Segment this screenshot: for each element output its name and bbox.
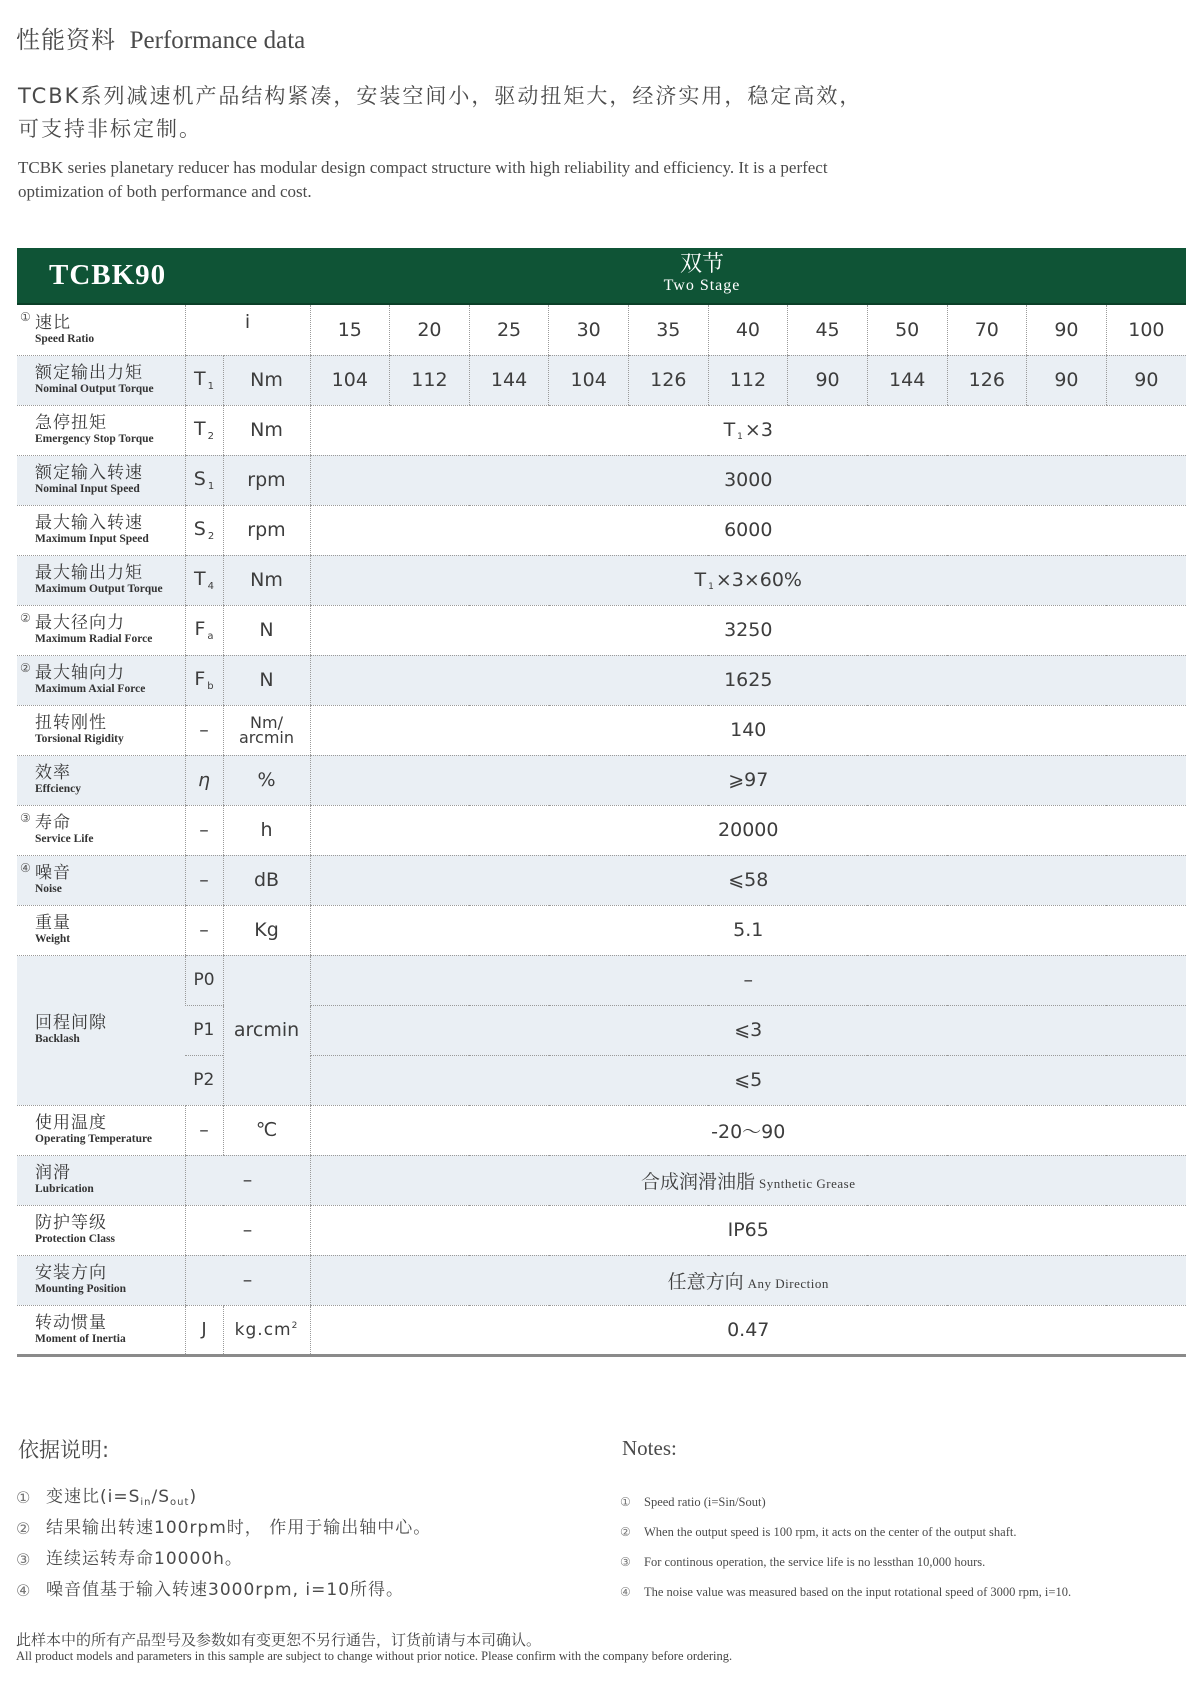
row-label: 重量 Weight <box>17 905 185 955</box>
table-row-backlash-p0 <box>17 955 1186 1005</box>
stage-label <box>637 253 767 295</box>
torque-cell: 104 <box>310 355 390 405</box>
table-row-mounting-position <box>17 1255 1186 1305</box>
intro-en: TCBK series planetary reducer has modular design compact structure with high reliability and efficiency. It is a perfect optimization of both performance and cost. <box>18 158 828 201</box>
row-value: 任意方向 Any Direction <box>310 1255 1186 1305</box>
row-symbol: i <box>185 305 310 355</box>
spec-table <box>17 248 1186 1357</box>
table-row-maximum-output-torque <box>17 555 1186 605</box>
row-label: 使用温度 Operating Temperature <box>17 1105 185 1155</box>
row-value: ⩽58 <box>310 855 1186 905</box>
torque-cell: 104 <box>549 355 629 405</box>
spec-grid <box>17 305 1186 1357</box>
row-symbol: – <box>185 905 223 955</box>
page-title-en: Performance data <box>129 27 306 54</box>
row-symbol: T $_4$ <box>185 555 223 605</box>
table-row-protection-class <box>17 1205 1186 1255</box>
notes-en-list <box>620 1487 1180 1607</box>
row-value: 6000 <box>310 505 1186 555</box>
note-item: ② When the output speed is 100 rpm, it acts on the center of the output shaft. <box>620 1525 1017 1539</box>
table-row-lubrication <box>17 1155 1186 1205</box>
row-symbol: – <box>185 1105 223 1155</box>
table-row-maximum-axial-force <box>17 655 1186 705</box>
row-value: 合成润滑油脂 Synthetic Grease <box>310 1155 1186 1205</box>
row-unit: Nm <box>223 405 310 455</box>
ratio-cell: 100 <box>1106 305 1186 355</box>
row-value: ⩾97 <box>310 755 1186 805</box>
row-value: ⩽3 <box>310 1005 1186 1055</box>
backlash-level: P0 <box>185 955 223 1005</box>
row-value: ⩽5 <box>310 1055 1186 1105</box>
row-symbol: S $_1$ <box>185 455 223 505</box>
row-label: ① 速比 Speed Ratio <box>17 305 185 355</box>
row-unit: dB <box>223 855 310 905</box>
torque-cell: 90 <box>1027 355 1107 405</box>
row-label: ③ 寿命 Service Life <box>17 805 185 855</box>
row-unit: arcmin <box>223 955 310 1105</box>
ratio-cell: 20 <box>390 305 470 355</box>
row-unit: ℃ <box>223 1105 310 1155</box>
row-unit: Nm <box>223 355 310 405</box>
row-symbol: T $_1$ <box>185 355 223 405</box>
torque-cell: 90 <box>1106 355 1186 405</box>
spec-table-header <box>17 248 1186 305</box>
row-value: T $_1$ ×3 <box>310 405 1186 455</box>
torque-cell: 144 <box>867 355 947 405</box>
row-value: 1625 <box>310 655 1186 705</box>
row-label: 防护等级 Protection Class <box>17 1205 185 1255</box>
row-label: 最大输出力矩 Maximum Output Torque <box>17 555 185 605</box>
row-symbol-unit: – <box>185 1205 310 1255</box>
table-row-efficiency <box>17 755 1186 805</box>
note-item: ③ For continous operation, the service life is no lessthan 10,000 hours. <box>620 1555 986 1569</box>
row-symbol-unit: – <box>185 1155 310 1205</box>
table-row-emergency-stop-torque <box>17 405 1186 455</box>
row-symbol: J <box>185 1305 223 1355</box>
row-label: ② 最大轴向力 Maximum Axial Force <box>17 655 185 705</box>
row-label: ④ 噪音 Noise <box>17 855 185 905</box>
row-unit: Kg <box>223 905 310 955</box>
ratio-cell: 15 <box>310 305 390 355</box>
note-item: ② 结果输出转速100rpm时， 作用于输出轴中心。 <box>16 1518 432 1538</box>
row-label: 润滑 Lubrication <box>17 1155 185 1205</box>
torque-cell: 90 <box>788 355 868 405</box>
row-value: 3000 <box>310 455 1186 505</box>
row-label-backlash: 回程间隙 Backlash <box>17 955 185 1105</box>
page-title-cn: 性能资料 <box>16 26 116 54</box>
table-row-maximum-input-speed <box>17 505 1186 555</box>
table-row-torsional-rigidity <box>17 705 1186 755</box>
table-row-moment-of-inertia <box>17 1305 1186 1355</box>
ratio-cell: 50 <box>867 305 947 355</box>
row-label: 急停扭矩 Emergency Stop Torque <box>17 405 185 455</box>
row-value: 5.1 <box>310 905 1186 955</box>
row-symbol: – <box>185 855 223 905</box>
row-label: ② 最大径向力 Maximum Radial Force <box>17 605 185 655</box>
row-value: -20～90 <box>310 1105 1186 1155</box>
table-row-backlash-p2 <box>17 1055 1186 1105</box>
row-label: 最大输入转速 Maximum Input Speed <box>17 505 185 555</box>
ratio-cell: 30 <box>549 305 629 355</box>
ratio-cell: 40 <box>708 305 788 355</box>
table-row-noise <box>17 855 1186 905</box>
table-row-nominal-output-torque <box>17 355 1186 405</box>
table-row-maximum-radial-force <box>17 605 1186 655</box>
row-value: IP65 <box>310 1205 1186 1255</box>
note-item: ① 变速比$(i=S_{in}/S_{out})$ <box>16 1487 198 1508</box>
row-label: 额定输出力矩 Nominal Output Torque <box>17 355 185 405</box>
row-label: 转动惯量 Moment of Inertia <box>17 1305 185 1355</box>
row-unit: rpm <box>223 455 310 505</box>
ratio-cell: 35 <box>629 305 709 355</box>
row-unit: Nm/ arcmin <box>223 705 310 755</box>
row-value: 0.47 <box>310 1305 1186 1355</box>
row-label: 扭转刚性 Torsional Rigidity <box>17 705 185 755</box>
table-row-nominal-input-speed <box>17 455 1186 505</box>
row-label: 效率 Effciency <box>17 755 185 805</box>
model-name: TCBK90 <box>49 259 167 291</box>
row-unit: N <box>223 605 310 655</box>
torque-cell: 126 <box>629 355 709 405</box>
stage-cn: 双节 <box>679 252 724 277</box>
note-item: ① Speed ratio (i=Sin/Sout) <box>620 1495 766 1509</box>
torque-cell: 144 <box>469 355 549 405</box>
table-row-speed-ratio <box>17 305 1186 355</box>
row-symbol: – <box>185 805 223 855</box>
row-label: 安装方向 Mounting Position <box>17 1255 185 1305</box>
table-row-weight <box>17 905 1186 955</box>
notes-cn-title: 依据说明: <box>18 1438 110 1462</box>
note-item: ③ 连续运转寿命10000h。 <box>16 1549 243 1569</box>
row-symbol: η <box>185 755 223 805</box>
row-value: 20000 <box>310 805 1186 855</box>
row-unit: N <box>223 655 310 705</box>
row-symbol: S $_2$ <box>185 505 223 555</box>
row-symbol: – <box>185 705 223 755</box>
row-value: 140 <box>310 705 1186 755</box>
row-value: T $_1$ ×3×60% <box>310 555 1186 605</box>
page-title <box>16 20 305 55</box>
backlash-level: P2 <box>185 1055 223 1105</box>
row-symbol: F $_b$ <box>185 655 223 705</box>
row-value: 3250 <box>310 605 1186 655</box>
table-row-backlash-p1 <box>17 1005 1186 1055</box>
notes-cn-list <box>16 1482 576 1606</box>
ratio-cell: 45 <box>788 305 868 355</box>
backlash-level: P1 <box>185 1005 223 1055</box>
torque-cell: 112 <box>708 355 788 405</box>
note-item: ④ 噪音值基于输入转速3000rpm, i=10所得。 <box>16 1580 405 1600</box>
notes-en-title: Notes: <box>622 1436 677 1460</box>
row-unit: % <box>223 755 310 805</box>
row-unit: $kg.cm^2$ <box>223 1305 310 1355</box>
torque-cell: 112 <box>390 355 470 405</box>
row-symbol: F $_a$ <box>185 605 223 655</box>
row-value: – <box>310 955 1186 1005</box>
row-unit: rpm <box>223 505 310 555</box>
note-mark: ① <box>20 310 31 324</box>
note-item: ④ The noise value was measured based on the input rotational speed of 3000 rpm, i=10. <box>620 1585 1072 1599</box>
disclaimer-en: All product models and parameters in this sample are subject to change without prior notice. Please confirm with the company before ordering. <box>16 1649 733 1663</box>
stage-en: Two Stage <box>663 277 741 294</box>
row-unit: Nm <box>223 555 310 605</box>
disclaimer-cn: 此样本中的所有产品型号及参数如有变更恕不另行通告，订货前请与本司确认。 <box>16 1631 542 1649</box>
ratio-cell: 90 <box>1027 305 1107 355</box>
row-symbol-unit: – <box>185 1255 310 1305</box>
ratio-cell: 25 <box>469 305 549 355</box>
table-row-service-life <box>17 805 1186 855</box>
torque-cell: 126 <box>947 355 1027 405</box>
disclaimer <box>16 1632 732 1663</box>
row-symbol: T $_2$ <box>185 405 223 455</box>
table-row-operating-temperature <box>17 1105 1186 1155</box>
intro-cn: TCBK系列减速机产品结构紧凑，安装空间小，驱动扭矩大，经济实用，稳定高效，可支持非标定制。 <box>18 84 863 141</box>
ratio-cell: 70 <box>947 305 1027 355</box>
row-label: 额定输入转速 Nominal Input Speed <box>17 455 185 505</box>
row-unit: h <box>223 805 310 855</box>
